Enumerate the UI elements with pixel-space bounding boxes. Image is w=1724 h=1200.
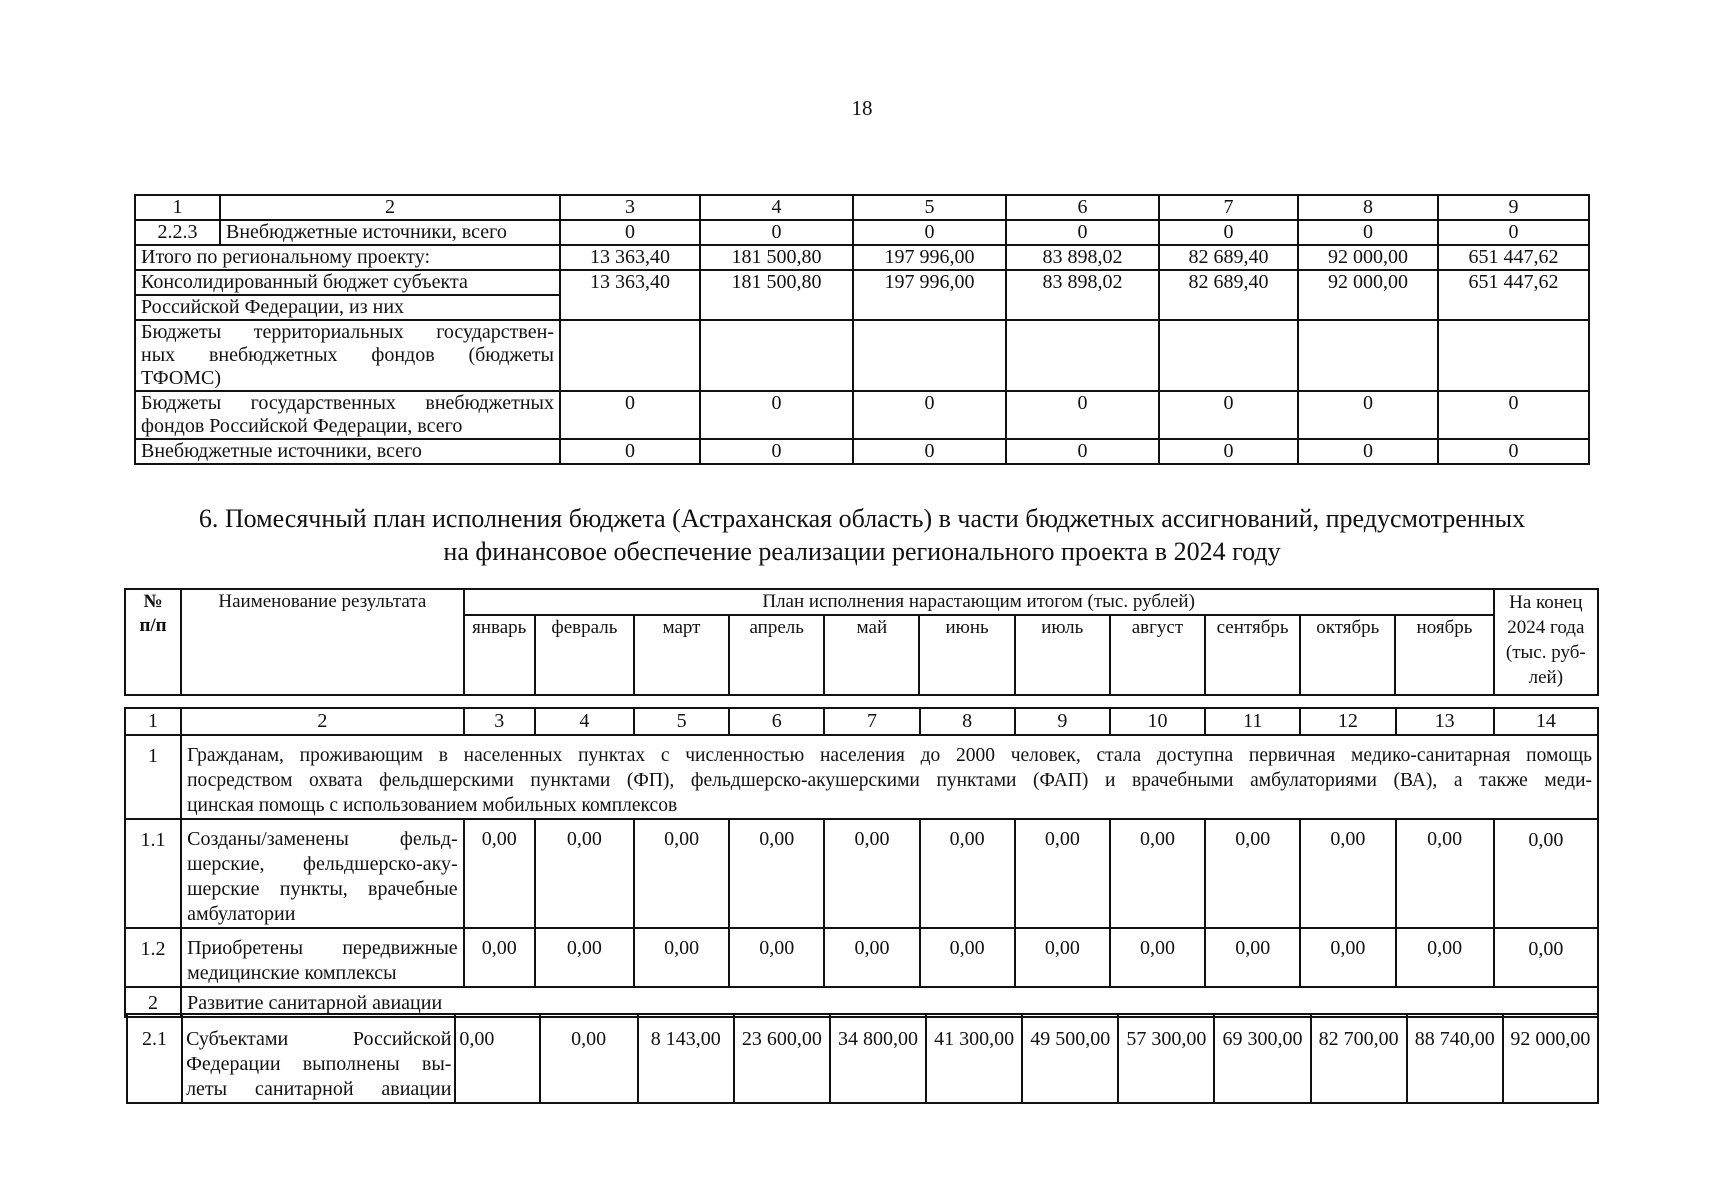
cell-value: 41 300,00 [926,1014,1022,1103]
cell-value: 0,00 [1015,819,1110,928]
cell-value: 0,00 [455,1014,539,1103]
row-name-line: Бюджеты государственных внебюджетных [141,392,554,414]
cell-value: 0 [1159,391,1298,439]
cell-value: 0,00 [1205,819,1300,928]
row-number: 1 [125,735,181,819]
cell-value: 92 000,00 [1503,1014,1598,1103]
row-name: Итого по региональному проекту: [135,245,560,270]
section-name-line: цинская помощь с использованием мобильных комплексов [187,795,678,816]
cell-value: 0 [1298,439,1438,464]
cell-value: 0,00 [1015,928,1110,987]
cell-value: 69 300,00 [1214,1014,1310,1103]
month-header: сентябрь [1205,615,1300,695]
column-header-year-end-line: (тыс. руб- [1505,642,1586,663]
column-header-name: Наименование результата [181,589,464,695]
col-number: 10 [1110,708,1205,735]
cell-value: 0 [1438,220,1589,245]
col-number: 13 [1396,708,1494,735]
col-number: 8 [1298,195,1438,220]
cell-value: 0 [853,391,1006,439]
cell-value: 0,00 [824,819,919,928]
cell-value [1438,320,1589,391]
month-header: октябрь [1300,615,1395,695]
cell-value: 0 [560,220,700,245]
row-number: 1.1 [125,819,181,928]
row-name-line: Бюджеты территориальных государствен- [141,321,554,343]
cell-value: 197 996,00 [853,270,1006,320]
cell-value: 83 898,02 [1006,270,1159,320]
cell-value: 0,00 [464,819,535,928]
cell-value: 92 000,00 [1298,270,1438,320]
cell-value: 0,00 [1396,819,1494,928]
cell-value: 0,00 [1494,819,1598,928]
col-number: 12 [1300,708,1395,735]
cell-value: 8 143,00 [638,1014,734,1103]
cell-value: 197 996,00 [853,245,1006,270]
section-name [181,735,1598,819]
col-number: 3 [560,195,700,220]
row-name-line: фондов Российской Федерации, всего [141,415,463,437]
row-name [181,928,464,987]
cell-value: 0,00 [1300,928,1395,987]
col-number: 11 [1205,708,1300,735]
row-name-line: амбулатории [187,903,296,925]
cell-value: 82 700,00 [1311,1014,1407,1103]
section-name-line: Гражданам, проживающим в населенных пунктах с численностью населения до 2000 человек, стала доступна первичная медико-санитарная помощь [187,745,1592,766]
col-number: 7 [1159,195,1298,220]
cell-value: 0 [1006,391,1159,439]
cell-value: 0 [560,391,700,439]
column-header-number-line: № [143,591,163,612]
row-number: 2.1 [127,1014,182,1103]
cell-value: 0,00 [1494,928,1598,987]
row-name [135,391,560,439]
column-header-year-end-line: лей) [1528,667,1564,688]
table-row [125,928,1598,987]
row-name-line: ТФОМС) [141,367,222,389]
cell-value: 0,00 [729,819,824,928]
cell-value: 0 [560,439,700,464]
table-row [135,220,1589,245]
month-header: апрель [729,615,824,695]
section-title-line: 6. Помесячный план исполнения бюджета (Астраханская область) в части бюджетных ассигнований, предусмотренных [198,504,1526,533]
row-name: Внебюджетные источники, всего [135,439,560,464]
table-row [135,439,1589,464]
month-header: ноябрь [1395,615,1493,695]
col-number: 6 [729,708,824,735]
cell-value: 0,00 [1300,819,1395,928]
cell-value: 0 [1006,220,1159,245]
cell-value: 0,00 [540,1014,638,1103]
cell-value [1298,320,1438,391]
cell-value: 23 600,00 [734,1014,830,1103]
section-name: Развитие санитарной авиации [181,987,1598,1017]
column-header-year-end-line: 2024 года [1507,617,1585,638]
row-name: Внебюджетные источники, всего [220,220,560,245]
cell-value: 82 689,40 [1159,245,1298,270]
row-number: 1.2 [125,928,181,987]
cell-value [560,320,700,391]
cell-value [1006,320,1159,391]
col-number: 2 [220,195,560,220]
cell-value: 0,00 [920,819,1015,928]
cell-value: 0 [1298,391,1438,439]
section-title [100,502,1624,568]
col-number: 5 [634,708,729,735]
budget-table [134,194,1590,465]
table-row [135,270,1589,320]
row-name [135,320,560,391]
cell-value: 0,00 [729,928,824,987]
cell-value: 0 [1006,439,1159,464]
section-title-line: на финансовое обеспечение реализации регионального проекта в 2024 году [443,537,1281,566]
cell-value: 0 [853,220,1006,245]
row-name-line: Приобретены передвижные [187,937,458,959]
table-row [135,320,1589,391]
row-name-line: Консолидированный бюджет субъекта [136,271,559,296]
row-name [181,819,464,928]
row-name-line: медицинские комплексы [187,962,397,984]
cell-value: 0,00 [1110,928,1205,987]
cell-value: 88 740,00 [1407,1014,1503,1103]
row-number: 2.2.3 [135,220,220,245]
monthly-plan-header [124,588,1599,696]
month-header: март [634,615,729,695]
table-row [135,245,1589,270]
cell-value: 0,00 [464,928,535,987]
cell-value [700,320,853,391]
cell-value: 13 363,40 [560,245,700,270]
month-header: июль [1015,615,1110,695]
month-header: август [1110,615,1205,695]
cell-value: 0,00 [535,928,634,987]
cell-value: 0,00 [1396,928,1494,987]
cell-value: 13 363,40 [560,270,700,320]
cell-value: 0,00 [1205,928,1300,987]
page-number: 18 [851,96,873,120]
cell-value: 0 [700,391,853,439]
row-name-line: ных внебюджетных фондов (бюджеты [141,344,554,366]
cell-value: 0,00 [634,819,729,928]
row-name-line: Созданы/заменены фельд- [187,828,458,850]
col-number: 1 [135,195,220,220]
cell-value: 83 898,02 [1006,245,1159,270]
cell-value: 0,00 [535,819,634,928]
month-header: февраль [535,615,634,695]
cell-value: 82 689,40 [1159,270,1298,320]
row-name-line: леты санитарной авиации [186,1078,452,1100]
col-number: 5 [853,195,1006,220]
col-number: 9 [1015,708,1110,735]
column-header-year-end [1494,589,1598,695]
cell-value: 0 [1298,220,1438,245]
row-name-line: шерские, фельдшерско-аку- [187,853,458,875]
cell-value: 0 [1159,439,1298,464]
col-number: 7 [824,708,919,735]
cell-value: 651 447,62 [1438,270,1589,320]
col-number: 9 [1438,195,1589,220]
cell-value: 34 800,00 [830,1014,926,1103]
column-numbers-row [125,708,1598,735]
cell-value: 651 447,62 [1438,245,1589,270]
table-row [135,391,1589,439]
col-number: 4 [700,195,853,220]
cell-value: 0 [853,439,1006,464]
col-number: 1 [125,708,181,735]
section-name-line: посредством охвата фельдшерскими пунктами (ФП), фельдшерско-акушерскими пунктами (ФАП) и врачебными амбулаториями (ВА), а также меди- [187,770,1592,791]
row-name-line: Субъектами Российской [186,1028,452,1050]
month-header: июнь [919,615,1014,695]
cell-value: 0 [700,220,853,245]
cell-value: 181 500,80 [700,245,853,270]
row-name [135,270,560,320]
cell-value: 0 [1159,220,1298,245]
table-header-row [135,195,1589,220]
row-name [182,1014,455,1103]
cell-value: 0 [1438,439,1589,464]
column-header-number-line: п/п [139,615,167,636]
month-header: май [824,615,919,695]
cell-value [853,320,1006,391]
row-number: 2 [125,987,181,1017]
row-name-line: шерские пункты, врачебные [187,878,458,900]
monthly-plan-table-continued [126,1013,1599,1104]
cell-value: 181 500,80 [700,270,853,320]
header-row [125,589,1598,615]
month-header: январь [464,615,535,695]
col-number: 4 [535,708,634,735]
cell-value: 92 000,00 [1298,245,1438,270]
cell-value: 0,00 [634,928,729,987]
cell-value: 0 [700,439,853,464]
col-number: 3 [464,708,535,735]
col-number: 8 [920,708,1015,735]
col-number: 6 [1006,195,1159,220]
cell-value: 49 500,00 [1022,1014,1118,1103]
monthly-plan-table [124,707,1599,1018]
cell-value: 0 [1438,391,1589,439]
cell-value: 0,00 [1110,819,1205,928]
table-row [125,819,1598,928]
cell-value: 0,00 [920,928,1015,987]
cell-value: 0,00 [824,928,919,987]
cell-value [1159,320,1298,391]
col-number: 2 [181,708,464,735]
column-header-number [125,589,181,695]
table-row [127,1014,1598,1103]
section-row [125,735,1598,819]
col-number: 14 [1494,708,1598,735]
row-name-line: Федерации выполнены вы- [186,1053,452,1075]
column-header-plan: План исполнения нарастающим итогом (тыс. рублей) [464,589,1494,615]
column-header-year-end-line: На конец [1509,592,1583,613]
row-name-line: Российской Федерации, из них [141,296,405,318]
cell-value: 57 300,00 [1118,1014,1214,1103]
